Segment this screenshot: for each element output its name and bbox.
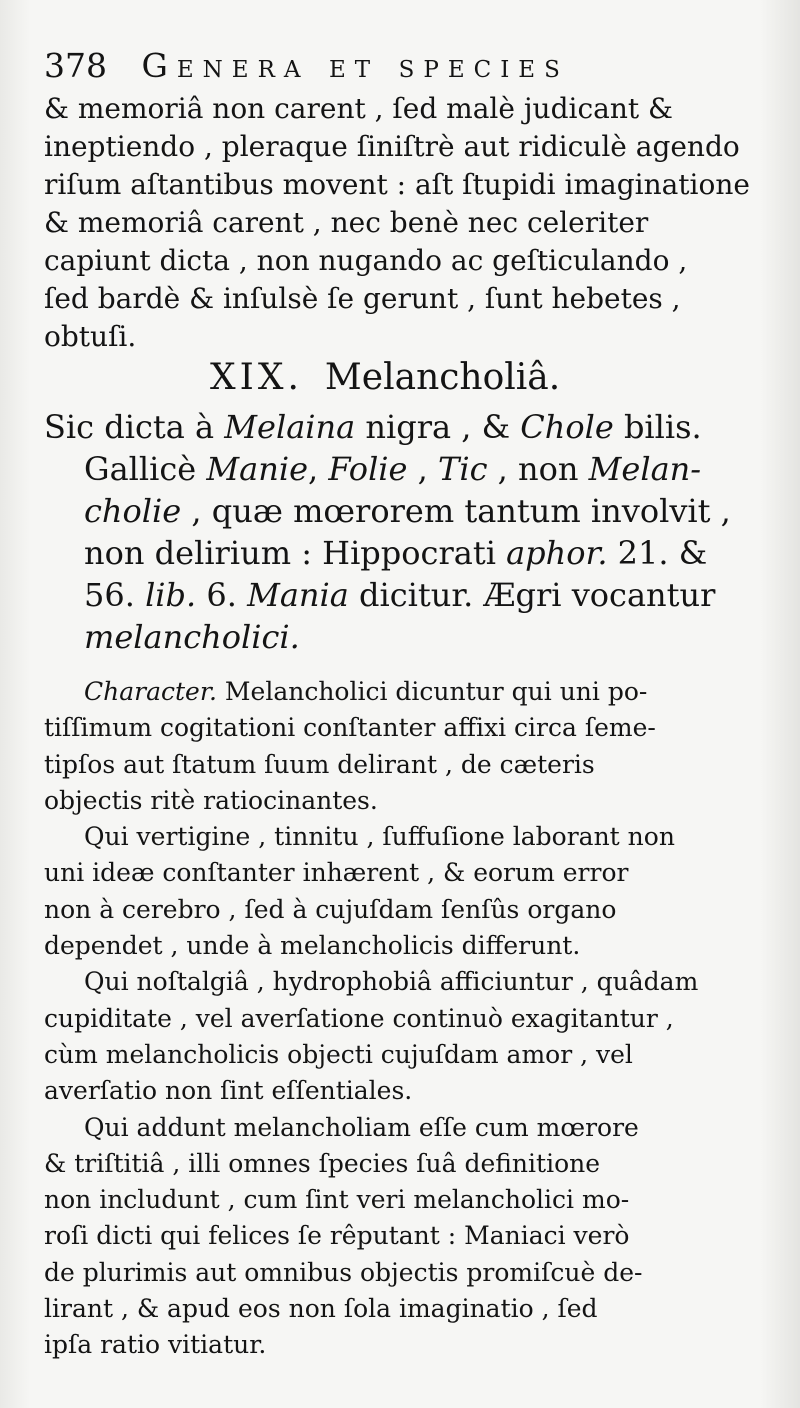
text-line: & memoriâ non carent , ſed malè judicant &: [44, 92, 673, 125]
text-line: roſi dicti qui felices ſe rêputant : Maniaci verò: [44, 1221, 630, 1251]
section-title: Melancholiâ.: [324, 357, 561, 398]
text-line: 56. lib. 6. Mania dicitur. Ægri vocantur: [84, 576, 716, 614]
text-line: tiſſimum cogitationi conſtanter affixi circa ſeme-: [44, 713, 656, 743]
text-line: non à cerebro , ſed à cujuſdam ſenſûs organo: [44, 894, 617, 924]
text-line: & memoriâ carent , nec benè nec celeriter: [44, 206, 649, 239]
text-line: non includunt , cum ſint veri melancholici mo-: [44, 1185, 630, 1215]
text-line: capiunt dicta , non nugando ac geſticulando ,: [44, 244, 688, 277]
text-line: objectis ritè ratiocinantes.: [44, 785, 378, 815]
text-line: de plurimis aut omnibus objectis promiſcuè de-: [44, 1257, 643, 1287]
text-line: dependet , unde à melancholicis differunt.: [44, 931, 581, 961]
page-header: [44, 40, 764, 92]
text-line: melancholici.: [84, 618, 300, 656]
section-number: XIX.: [210, 357, 303, 398]
text-line: Qui addunt melancholiam eſſe cum mœrore: [84, 1112, 639, 1142]
text-line: lirant , & apud eos non ſola imaginatio , ſed: [44, 1294, 598, 1324]
text-line: cupiditate , vel averſatione continuò exagitantur ,: [44, 1003, 674, 1033]
text-line: tipſos aut ſtatum ſuum delirant , de cæteris: [44, 749, 595, 779]
character-paragraphs: [44, 674, 764, 1364]
text-line: ipſa ratio vitiatur.: [44, 1330, 267, 1360]
section-heading: [210, 354, 560, 402]
definition-paragraph: [44, 406, 764, 658]
text-line: Sic dicta à Melaina nigra , & Chole bilis.: [44, 408, 702, 446]
page-number: 378: [44, 46, 107, 85]
text-line: cholie , quæ mœrorem tantum involvit ,: [84, 492, 731, 530]
text-line: obtuſi.: [44, 320, 137, 353]
text-line: uni ideæ conſtanter inhærent , & eorum error: [44, 858, 629, 888]
text-line: Character. Melancholici dicuntur qui uni po-: [84, 677, 648, 706]
text-line: riſum aſtantibus movent : aſt ſtupidi imaginatione: [44, 168, 750, 201]
text-line: cùm melancholicis objecti cujuſdam amor , vel: [44, 1039, 633, 1069]
text-line: Qui noſtalgiâ , hydrophobiâ afficiuntur , quâdam: [84, 967, 699, 997]
text-line: ſed bardè & inſulsè ſe gerunt , ſunt hebetes ,: [44, 282, 681, 315]
text-line: averſatio non ſint eſſentiales.: [44, 1076, 413, 1106]
text-line: Qui vertigine , tinnitu , ſuffuſione laborant non: [84, 822, 675, 852]
running-title: Genera et species: [141, 46, 569, 85]
text-line: non delirium : Hippocrati aphor. 21. &: [84, 534, 708, 572]
text-line: & triſtitiâ , illi omnes ſpecies ſuâ definitione: [44, 1148, 601, 1178]
text-line: ineptiendo , pleraque ſiniſtrè aut ridiculè agendo: [44, 130, 740, 163]
intro-paragraph: [44, 90, 764, 356]
text-line: Gallicè Manie, Folie , Tic , non Melan-: [84, 450, 702, 488]
